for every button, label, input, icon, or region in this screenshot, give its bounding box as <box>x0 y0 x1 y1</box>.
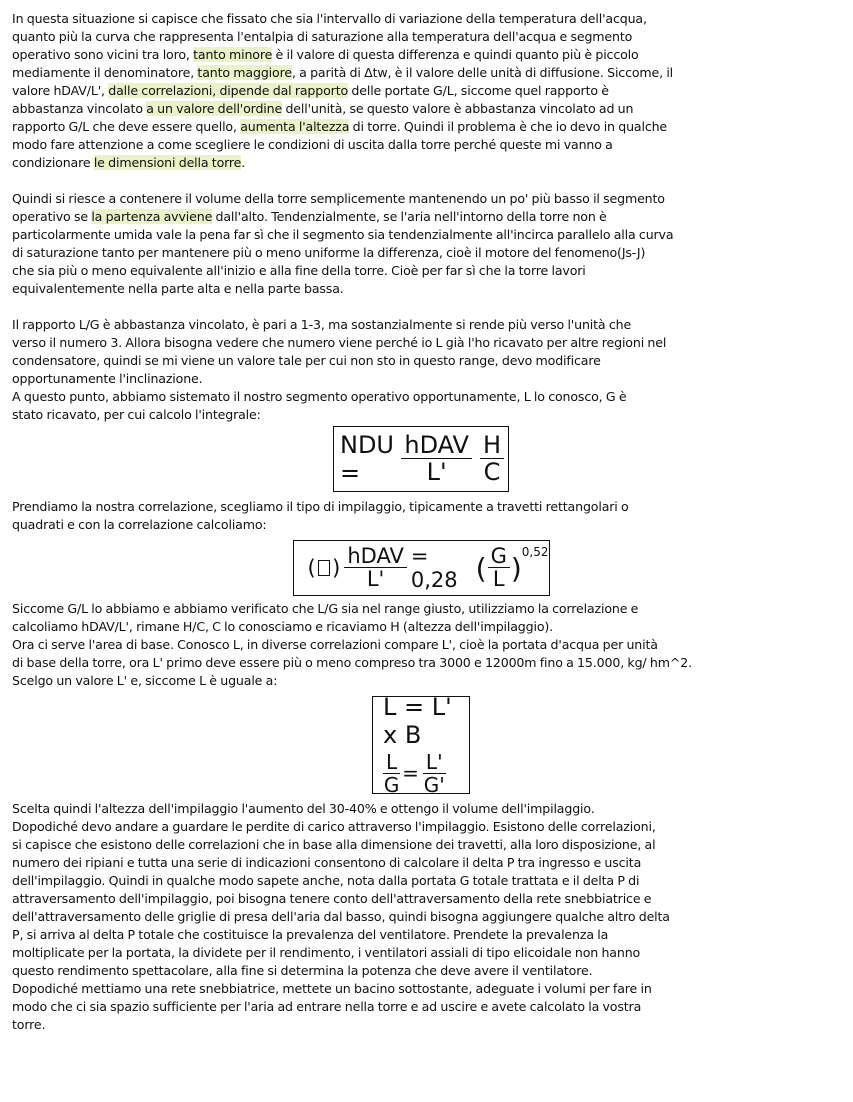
text-span: di torre. Quindi il problema è che io devo in qualche <box>349 119 668 134</box>
highlighted-text: a un valore dell'ordine <box>146 101 283 116</box>
text-line: torre. <box>12 1017 46 1032</box>
highlighted-text: tanto maggiore <box>197 65 292 80</box>
text-line: Il rapporto L/G è abbastanza vincolato, è pari a 1-3, ma sostanzialmente si rende più verso l'unità che <box>12 317 632 332</box>
text-line: condensatore, quindi se mi viene un valore tale per cui non sto in questo range, devo modificare <box>12 353 601 368</box>
text-line: dell'impilaggio. Quindi in qualche modo sapete anche, nota dalla portata G totale trattata e il delta P di <box>12 873 640 888</box>
text-span: operativo sono vicini tra loro, <box>12 47 194 62</box>
text-span: rapporto G/L che deve essere quello, <box>12 119 241 134</box>
formula-lhs: NDU = <box>340 431 394 487</box>
formula-ndu <box>333 426 509 492</box>
text-line: Scelgo un valore L' e, siccome L è uguale a: <box>12 673 278 688</box>
text-line: Scelta quindi l'altezza dell'impilaggio l'aumento del 30-40% e ottengo il volume dell'impilaggio. <box>12 801 595 816</box>
text-line: A questo punto, abbiamo sistemato il nostro segmento operativo opportunamente, L lo conosco, G è <box>12 389 627 404</box>
paren-close: ) <box>510 551 522 585</box>
numerator: L <box>383 752 400 774</box>
formula-correlation <box>293 540 550 596</box>
square-symbol-icon <box>318 560 330 576</box>
numerator: hDAV <box>344 545 407 568</box>
highlighted-text: la partenza avviene <box>91 209 213 224</box>
fraction <box>488 545 510 591</box>
text-line <box>12 154 830 172</box>
text-line <box>12 64 830 82</box>
fraction <box>480 430 504 486</box>
text-line: di saturazione tanto per mantenere più o meno uniforme la differenza, cioè il motore del fenomeno(Js-J) <box>12 245 646 260</box>
text-line: particolarmente umida vale la pena far sì che il segmento sia tendenzialmente all'incirca parallelo alla curva <box>12 227 674 242</box>
text-line: moltiplicate per la portata, la dividete per il rendimento, i ventilatori assiali di tipo elicoidale non hanno <box>12 945 641 960</box>
text-line: modo che ci sia spazio sufficiente per l'aria ad entrare nella torre e ad uscire e avete calcolato la vostra <box>12 999 642 1014</box>
text-line: dell'attraversamento delle griglie di presa dell'aria dal basso, quindi bisogna aggiungere qualche altro delta <box>12 909 670 924</box>
text-line: quanto più la curva che rappresenta l'entalpia di saturazione alla temperatura dell'acqua e segmento <box>12 29 633 44</box>
text-line: Quindi si riesce a contenere il volume della torre semplicemente mantenendo un po' più basso il segmento <box>12 191 665 206</box>
text-line <box>12 100 830 118</box>
text-span: . <box>241 155 246 170</box>
fraction <box>423 749 446 797</box>
text-line: equivalentemente nella parte alta e nella parte bassa. <box>12 281 344 296</box>
document-page <box>12 10 830 1034</box>
text-span: condizionare <box>12 155 94 170</box>
highlighted-text: le dimensioni della torre <box>93 155 242 170</box>
text-span: dell'unità, se questo valore è abbastanza vincolato ad un <box>282 101 634 116</box>
fraction <box>344 545 407 591</box>
denominator: C <box>483 457 501 486</box>
coefficient: = 0,28 <box>410 544 458 592</box>
text-line <box>12 118 830 136</box>
text-line: attraversamento dell'impilaggio, poi bisogna tenere conto dell'attraversamento della rete snebbiatrice e <box>12 891 652 906</box>
paren-open: ( <box>307 556 316 580</box>
text-span: dall'alto. Tendenzialmente, se l'aria nell'intorno della torre non è <box>212 209 607 224</box>
denominator: L <box>492 566 505 591</box>
paragraph-1 <box>12 10 830 172</box>
text-line <box>12 82 830 100</box>
paragraph-3 <box>12 316 830 424</box>
text-line: che sia più o meno equivalente all'inizio e alla fine della torre. Cioè per far sì che la torre lavori <box>12 263 586 278</box>
numerator: H <box>480 433 504 459</box>
text-span: è il valore di questa differenza e quindi quanto più è piccolo <box>272 47 639 62</box>
paren-open: ( <box>475 551 487 585</box>
text-line: In questa situazione si capisce che fissato che sia l'intervallo di variazione della temperatura dell'acqua, <box>12 11 647 26</box>
text-span: abbastanza vincolato <box>12 101 147 116</box>
text-line: calcoliamo hDAV/L', rimane H/C, C lo conosciamo e ricaviamo H (altezza dell'impilaggio). <box>12 619 554 634</box>
formula-row <box>383 749 450 797</box>
highlighted-text: tanto minore <box>193 47 273 62</box>
text-line: Prendiamo la nostra correlazione, scegliamo il tipo di impilaggio, tipicamente a travetti rettangolari o <box>12 499 629 514</box>
text-line: Ora ci serve l'area di base. Conosco L, in diverse correlazioni compare L', cioè la portata d'acqua per unità <box>12 637 658 652</box>
text-line: Siccome G/L lo abbiamo e abbiamo verificato che L/G sia nel range giusto, utilizziamo la correlazione e <box>12 601 639 616</box>
fraction <box>383 749 400 797</box>
paragraph-6 <box>12 800 830 1034</box>
denominator: G' <box>423 772 445 797</box>
denominator: L' <box>426 457 447 486</box>
text-line: numero dei ripiani e tutta una serie di indicazioni consentono di calcolare il delta P tra ingresso e uscita <box>12 855 642 870</box>
numerator: L' <box>423 752 446 774</box>
text-span: operativo se <box>12 209 92 224</box>
text-line <box>12 208 830 226</box>
paragraph-2 <box>12 190 830 298</box>
text-line: quadrati e con la correlazione calcoliamo: <box>12 517 267 532</box>
fraction <box>401 430 472 486</box>
paragraph-5 <box>12 600 830 690</box>
highlighted-text: dalle correlazioni, dipende dal rapporto <box>108 83 349 98</box>
numerator: hDAV <box>401 433 472 459</box>
denominator: G <box>383 772 400 797</box>
text-line: questo rendimento spettacolare, alla fine si determina la potenza che deve avere il ventilatore. <box>12 963 593 978</box>
exponent: 0,52 <box>521 545 549 559</box>
denominator: L' <box>366 566 385 591</box>
text-line: opportunamente l'inclinazione. <box>12 371 203 386</box>
equals-sign: = <box>402 761 419 786</box>
text-line: P, si arriva al delta P totale che costituisce la prevalenza del ventilatore. Prendete la prevalenza la <box>12 927 609 942</box>
highlighted-text: aumenta l'altezza <box>240 119 350 134</box>
text-span: valore hDAV/L', <box>12 83 109 98</box>
text-span: delle portate G/L, siccome quel rapporto è <box>348 83 609 98</box>
text-line: di base della torre, ora L' primo deve essere più o meno compreso tra 3000 e 12000m fino a 15.000, kg/ hm^2. <box>12 655 692 670</box>
text-span: mediamente il denominatore, <box>12 65 198 80</box>
text-line <box>12 46 830 64</box>
formula-base-area <box>372 693 470 797</box>
paragraph-4 <box>12 498 830 534</box>
text-line: modo fare attenzione a come scegliere le condizioni di uscita dalla torre perché queste mi vanno a <box>12 137 613 152</box>
text-line: Dopodiché devo andare a guardare le perdite di carico attraverso l'impilaggio. Esistono delle correlazioni, <box>12 819 656 834</box>
numerator: G <box>488 545 510 568</box>
text-line: verso il numero 3. Allora bisogna vedere che numero viene perché io L già l'ho ricavato per altre regioni nel <box>12 335 667 350</box>
text-span: , a parità di Δtw, è il valore delle unità di diffusione. Siccome, il <box>291 65 674 80</box>
text-line: si capisce che esistono delle correlazioni che in base alla dimensione dei travetti, alla loro disposizione, al <box>12 837 656 852</box>
paren-close: ) <box>332 556 341 580</box>
text-line: stato ricavato, per cui calcolo l'integrale: <box>12 407 261 422</box>
formula-row: L = L' x B <box>383 693 452 749</box>
text-line: Dopodiché mettiamo una rete snebbiatrice, mettete un bacino sottostante, adeguate i volumi per fare in <box>12 981 652 996</box>
